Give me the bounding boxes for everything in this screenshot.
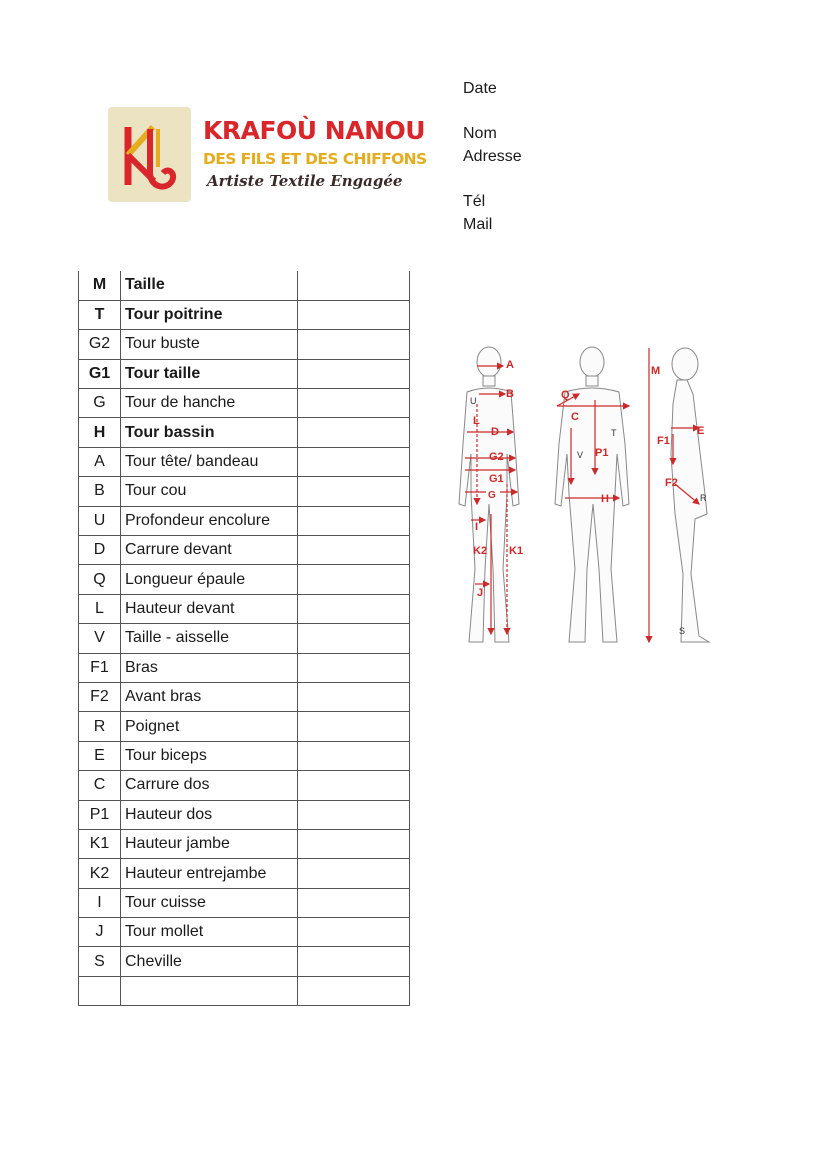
measurement-code: D — [79, 536, 121, 565]
measurement-code: Q — [79, 565, 121, 594]
figure-label-C: C — [571, 411, 579, 423]
kn-monogram-icon — [108, 107, 191, 202]
brand-logo — [108, 107, 427, 202]
measurement-label: Bras — [121, 653, 298, 682]
measurement-label: Tour de hanche — [121, 389, 298, 418]
measurement-label: Taille — [121, 271, 298, 300]
measurement-code: H — [79, 418, 121, 447]
measurement-value-cell[interactable] — [298, 506, 410, 535]
measurement-row — [79, 800, 410, 829]
figure-label-I: I — [475, 521, 479, 533]
brand-name: KRAFOÙ NANOU — [203, 116, 426, 145]
measurement-row — [79, 741, 410, 770]
figure-label-G1: G1 — [489, 473, 504, 485]
body-silhouettes-icon — [447, 344, 717, 649]
figure-label-V: V — [577, 450, 584, 460]
measurement-value-cell[interactable] — [298, 300, 410, 329]
measurement-code: L — [79, 594, 121, 623]
measurement-label: Longueur épaule — [121, 565, 298, 594]
body-measurement-figure — [447, 344, 717, 649]
measurement-label: Cheville — [121, 947, 298, 976]
figure-label-H: H — [601, 493, 609, 505]
figure-label-D: D — [491, 426, 499, 438]
measurement-row — [79, 447, 410, 476]
measurement-value-cell[interactable] — [298, 624, 410, 653]
measurement-row — [79, 653, 410, 682]
measurement-code: R — [79, 712, 121, 741]
measurement-value-cell[interactable] — [298, 859, 410, 888]
measurement-value-cell[interactable] — [298, 565, 410, 594]
measurement-code: T — [79, 300, 121, 329]
measurement-value-cell[interactable] — [298, 330, 410, 359]
measurement-code: G — [79, 389, 121, 418]
measurement-code: U — [79, 506, 121, 535]
measurement-code: G2 — [79, 330, 121, 359]
measurement-label: Hauteur dos — [121, 800, 298, 829]
measurement-row — [79, 271, 410, 300]
measurement-value-cell[interactable] — [298, 712, 410, 741]
figure-label-B: B — [506, 388, 514, 400]
measurement-code: B — [79, 477, 121, 506]
figure-label-J: J — [477, 587, 484, 599]
name-label: Nom — [463, 125, 497, 143]
measurement-code: S — [79, 947, 121, 976]
measurement-value-cell[interactable] — [298, 888, 410, 917]
measurement-value-cell[interactable] — [298, 918, 410, 947]
measurement-value-cell[interactable] — [298, 389, 410, 418]
measurement-row — [79, 536, 410, 565]
measurement-row — [79, 624, 410, 653]
measurement-value-cell[interactable] — [298, 536, 410, 565]
figure-label-A: A — [506, 359, 514, 371]
measurement-row — [79, 888, 410, 917]
measurement-code: V — [79, 624, 121, 653]
measurement-label: Hauteur entrejambe — [121, 859, 298, 888]
measurement-label: Tour cou — [121, 477, 298, 506]
brand-subtitle: DES FILS ET DES CHIFFONS — [203, 150, 427, 168]
figure-label-P1: P1 — [595, 447, 609, 459]
measurement-row — [79, 477, 410, 506]
measurement-value-cell[interactable] — [298, 418, 410, 447]
measurement-row — [79, 859, 410, 888]
phone-label: Tél — [463, 193, 486, 211]
measurement-row — [79, 300, 410, 329]
measurement-row — [79, 682, 410, 711]
spacer — [463, 101, 522, 124]
measurement-code: J — [79, 918, 121, 947]
measurement-label: Carrure dos — [121, 771, 298, 800]
measurement-value-cell[interactable] — [298, 829, 410, 858]
figure-label-G2: G2 — [489, 451, 504, 463]
figure-label-T: T — [611, 428, 617, 438]
measurement-code: K2 — [79, 859, 121, 888]
measurement-code: M — [79, 271, 121, 300]
measurement-label: Carrure devant — [121, 536, 298, 565]
measurement-value-cell[interactable] — [298, 976, 410, 1005]
measurement-value-cell[interactable] — [298, 594, 410, 623]
measurement-label: Tour mollet — [121, 918, 298, 947]
measurement-label: Tour taille — [121, 359, 298, 388]
measurement-label: Poignet — [121, 712, 298, 741]
measurement-code: G1 — [79, 359, 121, 388]
measurement-value-cell[interactable] — [298, 800, 410, 829]
measurement-row — [79, 829, 410, 858]
measurement-label: Tour tête/ bandeau — [121, 447, 298, 476]
measurement-value-cell[interactable] — [298, 947, 410, 976]
brand-tagline: Artiste Textile Engagée — [207, 172, 403, 190]
figure-label-L: L — [473, 415, 480, 427]
measurement-value-cell[interactable] — [298, 653, 410, 682]
measurement-code: E — [79, 741, 121, 770]
contact-info — [463, 78, 522, 237]
measurement-row — [79, 976, 410, 1005]
measurement-label: Tour poitrine — [121, 300, 298, 329]
measurement-code: P1 — [79, 800, 121, 829]
measurement-value-cell[interactable] — [298, 359, 410, 388]
measurement-value-cell[interactable] — [298, 741, 410, 770]
figure-label-M: M — [651, 365, 661, 377]
figure-label-K2: K2 — [473, 545, 488, 557]
measurement-value-cell[interactable] — [298, 271, 410, 300]
measurement-label: Taille - aisselle — [121, 624, 298, 653]
measurement-row — [79, 771, 410, 800]
measurement-row — [79, 330, 410, 359]
figure-label-K1: K1 — [509, 545, 524, 557]
measurement-code: C — [79, 771, 121, 800]
measurement-row — [79, 359, 410, 388]
measurement-code: A — [79, 447, 121, 476]
address-label: Adresse — [463, 148, 522, 166]
figure-label-R: R — [700, 493, 707, 503]
measurement-label: Tour buste — [121, 330, 298, 359]
figure-label-Q: Q — [561, 389, 570, 401]
measurement-row — [79, 389, 410, 418]
measurement-label: Hauteur devant — [121, 594, 298, 623]
measurement-row — [79, 565, 410, 594]
measurement-row — [79, 947, 410, 976]
mail-label: Mail — [463, 216, 493, 234]
spacer — [463, 169, 522, 192]
date-label: Date — [463, 80, 497, 97]
measurement-label: Avant bras — [121, 682, 298, 711]
figure-label-G: G — [488, 490, 496, 501]
figure-label-S: S — [679, 626, 686, 636]
measurements-table — [78, 271, 410, 1006]
logo-monogram — [108, 107, 191, 202]
figure-label-U: U — [470, 396, 477, 406]
measurement-value-cell[interactable] — [298, 682, 410, 711]
measurement-label — [121, 976, 298, 1005]
measurement-row — [79, 418, 410, 447]
measurement-label: Tour biceps — [121, 741, 298, 770]
measurement-label: Hauteur jambe — [121, 829, 298, 858]
figure-label-F1: F1 — [657, 435, 670, 447]
measurement-row — [79, 594, 410, 623]
measurement-row — [79, 712, 410, 741]
measurement-row — [79, 506, 410, 535]
measurement-label: Tour cuisse — [121, 888, 298, 917]
figure-label-F2: F2 — [665, 477, 678, 489]
measurement-row — [79, 918, 410, 947]
measurement-value-cell[interactable] — [298, 447, 410, 476]
figure-label-E: E — [697, 425, 705, 437]
measurement-code: K1 — [79, 829, 121, 858]
measurement-code: F2 — [79, 682, 121, 711]
measurement-value-cell[interactable] — [298, 771, 410, 800]
measurement-code: F1 — [79, 653, 121, 682]
measurement-value-cell[interactable] — [298, 477, 410, 506]
measurement-code: I — [79, 888, 121, 917]
measurement-label: Tour bassin — [121, 418, 298, 447]
measurement-code — [79, 976, 121, 1005]
measurement-label: Profondeur encolure — [121, 506, 298, 535]
